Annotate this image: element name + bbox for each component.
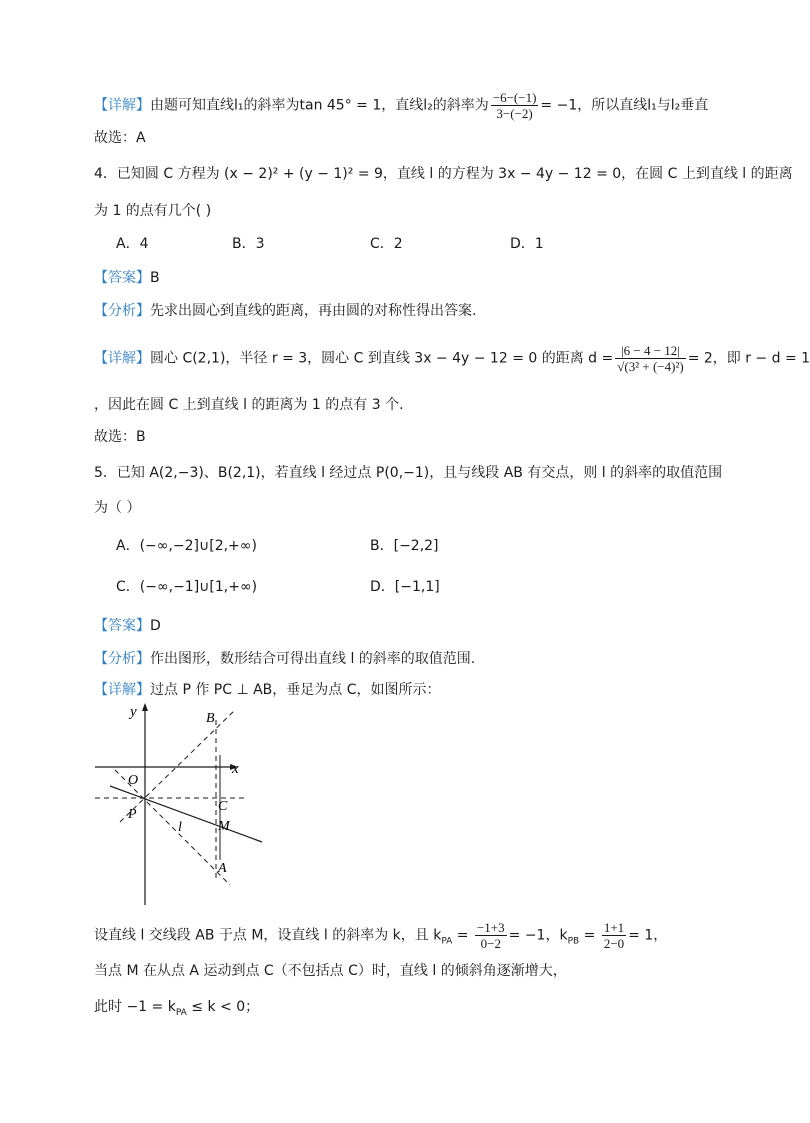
analysis-tag: 【分析】 — [94, 651, 150, 667]
detail-tag: 【详解】 — [94, 350, 150, 367]
q5-option-b: B．[−2,2] — [370, 538, 439, 554]
detail-after-fraction: = −1，所以直线l₁与l₂垂直 — [540, 97, 709, 114]
q4-stem-line1: 4．已知圆 C 方程为 (x − 2)² + (y − 1)² = 9，直线 l 的方程为 3x − 4y − 12 = 0，在圆 C 上到直线 l 的距离 — [94, 166, 793, 182]
q5-stem-line2: 为（ ） — [94, 500, 141, 516]
analysis-text: 作出图形，数形结合可得出直线 l 的斜率的取值范围. — [150, 651, 476, 667]
q5-stem-line1: 5．已知 A(2,−3)、B(2,1)，若直线 l 经过点 P(0,−1)，且与线段 AB 有交点，则 l 的斜率的取值范围 — [94, 465, 723, 481]
q4-detail-line2: ，因此在圆 C 上到直线 l 的距离为 1 的点有 3 个. — [94, 397, 404, 413]
detail-text: 由题可知直线l₁的斜率为tan 45° = 1，直线l₂的斜率为 — [150, 97, 489, 114]
q5-option-a: A．(−∞,−2]∪[2,+∞) — [116, 538, 257, 554]
detail-tag: 【详解】 — [94, 97, 150, 114]
label-c: C — [218, 799, 228, 814]
label-y: y — [130, 704, 137, 720]
y-axis-arrow — [142, 703, 148, 711]
label-m: M — [218, 819, 230, 834]
q4-option-d: D．1 — [510, 236, 544, 252]
q5-move-line: 当点 M 在从点 A 运动到点 C（不包括点 C）时，直线 l 的倾斜角逐渐增大， — [94, 963, 567, 979]
slope-line-part1: 设直线 l 交线段 AB 于点 M，设直线 l 的斜率为 k，且 k — [94, 927, 442, 944]
kpa-value: = −1，k — [508, 927, 568, 944]
kpb-sub: PB — [567, 936, 580, 947]
label-b: B — [206, 711, 215, 726]
choice-line-q3: 故选：A — [94, 130, 146, 146]
range-sub: PA — [175, 1007, 187, 1018]
q5-option-d: D．[−1,1] — [370, 579, 440, 595]
kpa-fraction: $\frac{-1+3}{0-2}$ — [476, 920, 505, 951]
q4-answer-line — [94, 267, 160, 287]
kpb-fraction: $\frac{1+1}{2-0}$ — [603, 920, 625, 951]
q4-option-c: C．2 — [370, 236, 403, 252]
q5-analysis-line — [94, 648, 475, 668]
detail-tag: 【详解】 — [94, 682, 150, 698]
label-p: P — [128, 807, 137, 822]
kpb-value: = 1， — [628, 927, 668, 944]
q4-option-a: A．4 — [116, 236, 149, 252]
q5-range-line — [94, 996, 259, 1018]
q4-choice: 故选：B — [94, 429, 146, 445]
q5-answer-line — [94, 615, 161, 635]
detail-text: 过点 P 作 PC ⊥ AB，垂足为点 C，如图所示： — [150, 682, 441, 698]
label-a: A — [218, 861, 227, 876]
range-prefix: 此时 −1 = k — [94, 999, 176, 1015]
distance-fraction: $\frac{|6 - 4 - 12|}{\text{√(3² + (−4)²)}}$ — [617, 343, 684, 374]
kpa-sub: PA — [441, 936, 453, 947]
q5-figure — [90, 700, 260, 910]
q4-detail-line — [94, 343, 810, 374]
q4-stem-line2: 为 1 的点有几个( ) — [94, 203, 212, 219]
range-end: ≤ k < 0； — [186, 999, 260, 1015]
slope-fraction: $\frac{-6-(-1)}{3-(-2)}$ — [492, 90, 537, 121]
analysis-text: 先求出圆心到直线的距离，再由圆的对称性得出答案. — [150, 303, 477, 319]
q5-option-c: C．(−∞,−1]∪[1,+∞) — [116, 579, 258, 595]
answer-tag: 【答案】 — [94, 270, 150, 286]
detail-part2: = 2，即 r − d = 1 — [687, 350, 810, 367]
q4-analysis-line — [94, 300, 476, 320]
label-l: l — [178, 820, 182, 835]
label-o: O — [128, 773, 139, 788]
detail-line-q3 — [94, 90, 708, 121]
answer-value: B — [150, 270, 160, 286]
q5-detail-line — [94, 679, 441, 699]
analysis-tag: 【分析】 — [94, 303, 150, 319]
answer-value: D — [150, 618, 161, 634]
q4-option-b: B．3 — [232, 236, 265, 252]
detail-part1: 圆心 C(2,1)，半径 r = 3，圆心 C 到直线 3x − 4y − 12 = 0 的距离 d = — [150, 350, 614, 367]
label-x: x — [232, 761, 239, 777]
q5-slope-line: 设直线 l 交线段 AB 于点 M，设直线 l 的斜率为 k，且 $k_{PA}$ = $\frac{-1+3}{0-2}$ = −1，$k_{PB}$ = $\frac{1+1}{2-0}$ = 1， — [94, 920, 668, 951]
answer-tag: 【答案】 — [94, 618, 150, 634]
